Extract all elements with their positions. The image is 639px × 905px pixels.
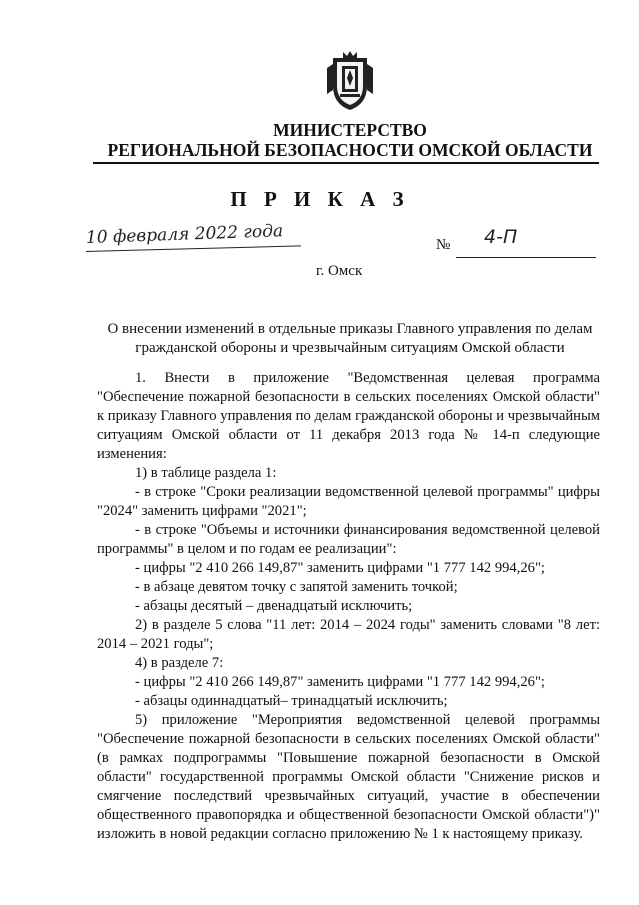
paragraph: - в строке "Сроки реализации ведомственной целевой программы" цифры "2024" заменить цифрами "2021"; (97, 484, 600, 519)
paragraph: 1. Внести в приложение "Ведомственная целевая программа "Обеспечение пожарной безопасности в сельских поселениях Омской области" к приказу Главного управления по делам гражданской обороны и чрезвычайным ситуациям Омской области от 11 декабря 2013 года № 14-п следующие изменения: (97, 370, 600, 462)
paragraph: 5) приложение "Мероприятия ведомственной целевой программы "Обеспечение пожарной безопасности в сельских поселениях Омской области" (в рамках подпрограммы "Повышение пожарной безопасности в Омской области" государственной программы Омской области "Снижение рисков и смягчение последствий чрезвычайных ситуаций, участие в обеспечении общественного правопорядка и общественной безопасности Омской области")" изложить в новой редакции согласно приложению № 1 к настоящему приказу. (97, 712, 600, 842)
paragraph: 1) в таблице раздела 1: (135, 465, 277, 481)
paragraph: - в строке "Объемы и источники финансирования ведомственной целевой программы" в целом и по годам ее реализации": (97, 522, 600, 557)
paragraph: 4) в разделе 7: (135, 655, 224, 671)
order-title: П Р И К А З (230, 187, 410, 211)
paragraph: - цифры "2 410 266 149,87" заменить цифрами "1 777 142 994,26"; (135, 560, 545, 576)
number-sign: № (436, 237, 451, 253)
order-date: 10 февраля 2022 года (85, 221, 284, 248)
paragraph: - цифры "2 410 266 149,87" заменить цифрами "1 777 142 994,26"; (135, 674, 545, 690)
number-underline (456, 257, 596, 258)
ministry-name-line1: МИНИСТЕРСТВО (273, 120, 427, 140)
ministry-name-line2: РЕГИОНАЛЬНОЙ БЕЗОПАСНОСТИ ОМСКОЙ ОБЛАСТИ (107, 140, 593, 160)
paragraph: 2) в разделе 5 слова "11 лет: 2014 – 2024 годы" заменить словами "8 лет: 2014 – 2021 годы"; (97, 617, 600, 652)
city: г. Омск (316, 263, 363, 279)
omsk-coat-of-arms-icon (325, 50, 375, 112)
subject-line2: гражданской обороны и чрезвычайным ситуациям Омской области (135, 340, 565, 356)
order-number: 4-П (484, 226, 518, 248)
paragraph: - в абзаце девятом точку с запятой заменить точкой; (135, 579, 458, 595)
header-divider (93, 162, 599, 164)
paragraph: - абзацы одиннадцатый– тринадцатый исключить; (135, 693, 448, 709)
order-body (97, 369, 600, 844)
subject-line1: О внесении изменений в отдельные приказы Главного управления по делам (107, 321, 593, 337)
order-subject (80, 320, 620, 358)
paragraph: - абзацы десятый – двенадцатый исключить; (135, 598, 413, 614)
